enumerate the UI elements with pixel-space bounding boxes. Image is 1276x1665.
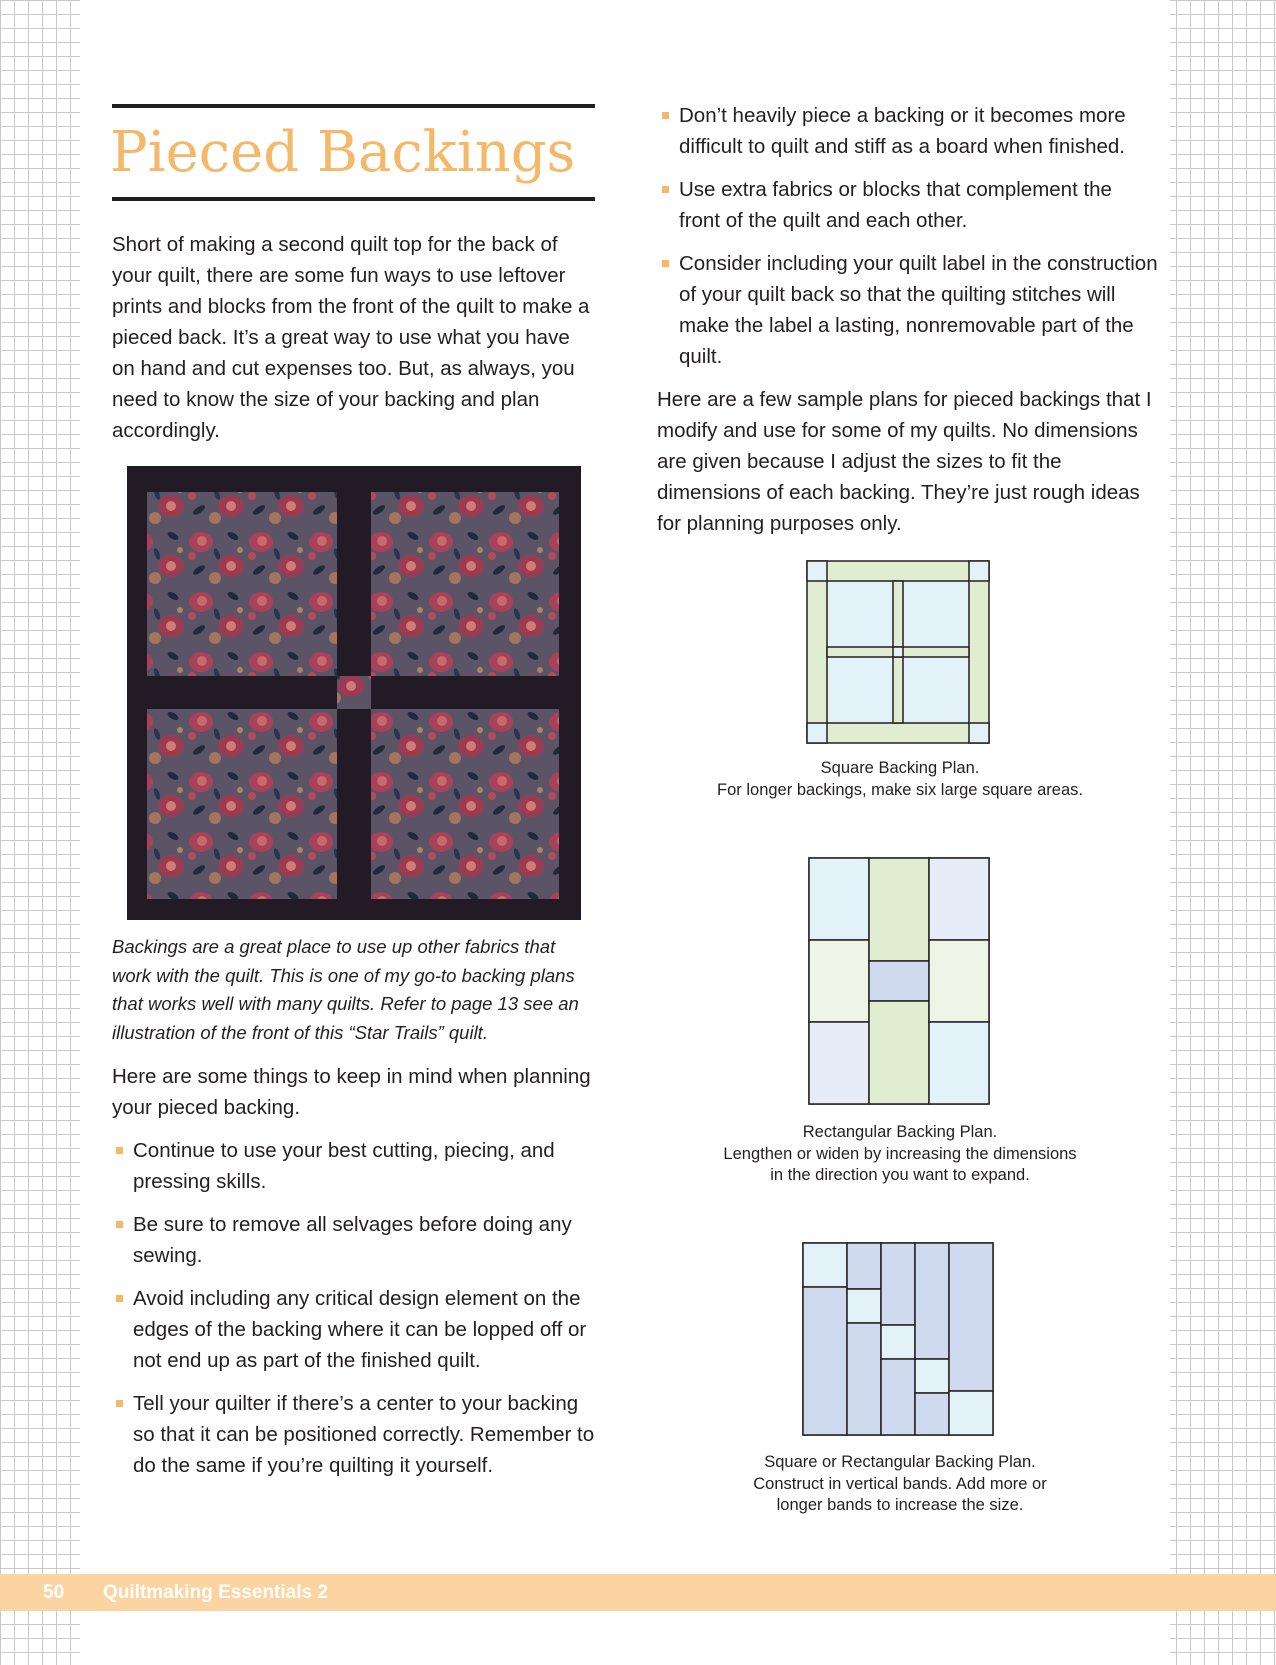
rectangular-backing-plan-diagram [808, 857, 990, 1105]
vertical-bands-backing-plan-caption: Square or Rectangular Backing Plan. Construct in vertical bands. Add more or longer bands to increase the size. [753, 1453, 1047, 1514]
tips-list-left [112, 1135, 597, 1493]
bullet-square-icon [116, 1221, 123, 1228]
bullet-square-icon [662, 186, 669, 193]
rectangular-backing-plan-caption: Rectangular Backing Plan. Lengthen or widen by increasing the dimensions in the direction you want to expand. [723, 1123, 1077, 1184]
plans-intro-paragraph: Here are a few sample plans for pieced backings that I modify and use for some of my quilts. No dimensions are given because I adjust the sizes to fit the dimensions of each backing. They’re just rough ideas for planning purposes only. [657, 388, 1152, 535]
list-item: Be sure to remove all selvages before doing any sewing. [112, 1209, 597, 1271]
list-item: Tell your quilter if there’s a center to your backing so that it can be positioned correctly. Remember to do the same if you’re quilting it yourself. [112, 1388, 597, 1481]
square-backing-plan-caption: Square Backing Plan. For longer backings, make six large square areas. [717, 759, 1083, 799]
tips-intro-paragraph: Here are some things to keep in mind when planning your pieced backing. [112, 1065, 591, 1119]
square-backing-plan-diagram [806, 560, 990, 744]
quilt-backing-photo [127, 466, 581, 920]
list-item: Don’t heavily piece a backing or it becomes more difficult to quilt and stiff as a board when finished. [658, 100, 1158, 162]
running-footer-title: Quiltmaking Essentials 2 [103, 1582, 328, 1603]
bullet-square-icon [662, 260, 669, 267]
list-item: Use extra fabrics or blocks that complement the front of the quilt and each other. [658, 174, 1158, 236]
title-top-rule [112, 104, 595, 108]
tips-list-right [658, 100, 1158, 384]
vertical-bands-backing-plan-diagram [802, 1242, 994, 1436]
bullet-square-icon [116, 1147, 123, 1154]
list-item: Avoid including any critical design element on the edges of the backing where it can be lopped off or not end up as part of the finished quilt. [112, 1283, 597, 1376]
list-item: Continue to use your best cutting, piecing, and pressing skills. [112, 1135, 597, 1197]
page-number: 50 [43, 1582, 65, 1603]
page-title: Pieced Backings [110, 120, 576, 185]
bullet-square-icon [662, 112, 669, 119]
bullet-square-icon [116, 1295, 123, 1302]
title-bottom-rule [112, 197, 595, 201]
photo-caption: Backings are a great place to use up other fabrics that work with the quilt. This is one of my go-to backing plans that works well with many quilts. Refer to page 13 see an illustration of the front of this “Star Trails” quilt. [112, 936, 579, 1043]
bullet-square-icon [116, 1400, 123, 1407]
list-item: Consider including your quilt label in the construction of your quilt back so that the quilting stitches will make the label a lasting, nonremovable part of the quilt. [658, 248, 1158, 372]
intro-paragraph: Short of making a second quilt top for the back of your quilt, there are some fun ways to use leftover prints and blocks from the front of the quilt to make a pieced back. It’s a great way to use what you have on hand and cut expenses too. But, as always, you need to know the size of your backing and plan accordingly. [112, 233, 590, 442]
